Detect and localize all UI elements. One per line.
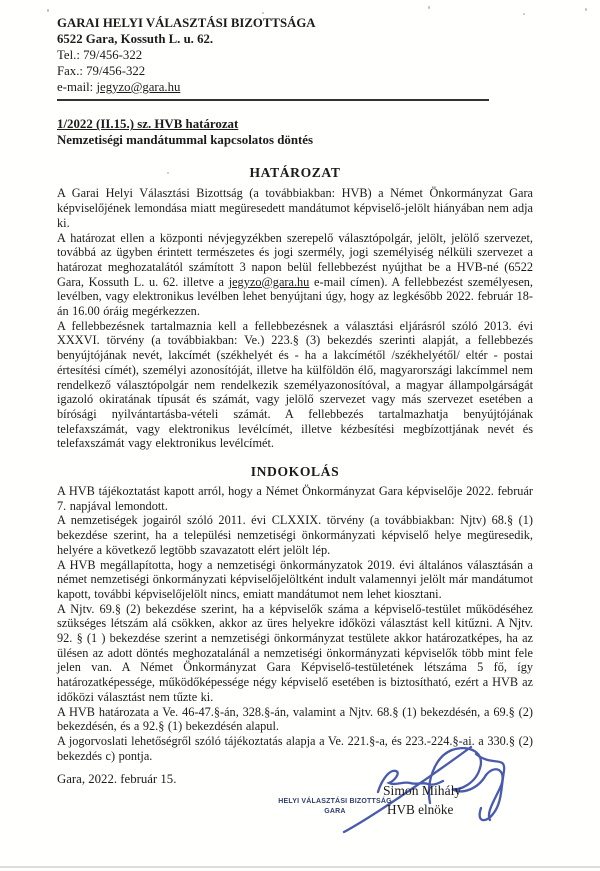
email-link-inline[interactable]: jegyzo@gara.hu (228, 274, 310, 289)
scan-speck (428, 6, 430, 9)
decision-paragraph-2-text-before: A határozat ellen a központi névjegyzékben szerepelő választópolgár, jelölt, jelölő szervezet, továbbá az ügyben érintett természetes és jogi szermély, jogi személyiség nélküli szervezet a határozat meghozatalától számított 3 napon belül fellebbezést nyújthat be a HVB-né (6522 Gara, Kossuth L. u. 62. illetve a (57, 230, 533, 289)
section-heading-indokolas: INDOKOLÁS (250, 464, 340, 480)
signer-title: HVB elnöke (387, 802, 454, 817)
scan-bottom-edge (0, 866, 600, 868)
stamp-line-1: HELYI VÁLASZTÁSI BIZOTTSÁG (278, 798, 392, 805)
org-phone: Tel.: 79/456-322 (57, 48, 143, 62)
reasoning-paragraph-2: A nemzetiségek jogairól szóló 2011. évi CLXXIX. törvény (a továbbiakban: Njtv) 68.§ (1) bekezdése szerint, ha a települési nemzetiségi önkormányzati képviselő helye megüresedik, helyére a következő legtöbb szavazatott elért jelölt lép. (57, 513, 533, 557)
reasoning-paragraph-4: A Njtv. 69.§ (2) bekezdése szerint, ha a képviselők száma a képviselő-testület működéséhez szükséges létszám alá csökken, akkor az üres helyekre időközi választást kell kitűzni. A Njtv. 92. § (1 ) bekezdése szerint a nemzetiségi önkormányzat testülete akkor határozatképes, ha az ülésen az adott döntés meghozatalánál a nemzetiségi önkormányzati képviselők több mint fele jelen van. A Német Önkormányzat Gara Képviselő-testületének létszáma 5 fő, így határozatképessége, működőképessége négy képviselő esetében is biztosítható, ezért a HVB az időközi választást nem tűzte ki. (57, 601, 533, 704)
org-fax: Fax.: 79/456-322 (57, 64, 146, 78)
reasoning-paragraph-6: A jogorvoslati lehetőségről szóló tájékoztatás alapja a Ve. 221.§-a, és 223.-224.§-ai. a 330.§ (2) bekezdés c) pontja. (57, 734, 533, 763)
reasoning-paragraph-1: A HVB tájékoztatást kapott arról, hogy a Német Önkormányzat Gara képviselője 2022. február 7. napjával lemondott. (57, 484, 533, 513)
reasoning-paragraph-5: A HVB határozata a Ve. 46-47.§-án, 328.§-án, valamint a Njtv. 68.§ (1) bekezdésén, a 69.§ (2) bekezdésén, és a 92.§ (1) bekezdésén alapul. (57, 704, 533, 734)
section-heading-hatarozat: HATÁROZAT (249, 165, 341, 181)
letterhead-rule (57, 99, 489, 101)
org-name: GARAI HELYI VÁLASZTÁSI BIZOTTSÁGA (57, 16, 316, 30)
title-block (57, 116, 533, 148)
scan-speck (262, 12, 264, 14)
decision-paragraph-2 (57, 231, 533, 319)
decision-paragraph-3: A fellebbezésnek tartalmaznia kell a fellebbezésnek a választási eljárásról szóló 2013. évi XXXVI. törvény (a továbbiakban: Ve.) 223.§ (3) bekezdés szerinti alapját, a fellebbezés benyújtójának nevét, lakcímét (székhelyét és - ha a lakcímétől /székhelyétől/ eltér - postai értesítési címét), személyi azonosítóját, illetve ha külföldön élő, magyarországi lakcímmel nem rendelkező választópolgár nem rendelkezik személyazonosítóval, a magyar állampolgárságát igazoló okiratának típusát és számát, vagy jelölő szervezet vagy más szervezet esetében a bírósági nyilvántartásba-vételi számát. A fellebbezés tartalmazhatja benyújtójának telefaxszámát, vagy elektronikus levélcímét, illetve kézbesítési megbízottjának nevét és telefaxszámát vagy elektronikus levélcímét. (57, 318, 533, 451)
decision-subject: Nemzetiségi mandátummal kapcsolatos döntés (57, 133, 314, 148)
committee-stamp (272, 797, 398, 816)
signer-name: Simon Mihály (383, 783, 462, 798)
org-address: 6522 Gara, Kossuth L. u. 62. (57, 32, 214, 46)
decision-paragraph-2-text-after: e-mail címen). A fellebbezést személyesen, levélben, vagy elektronikus levélben lehet benyújtani úgy, hogy az legkésőbb 2022. február 18-án 16.00 óráig megérkezzen. (57, 274, 533, 319)
scan-speck (585, 8, 587, 11)
scan-speck (47, 9, 49, 12)
stamp-line-2: GARA (324, 807, 346, 815)
letterhead (57, 0, 533, 95)
date-line: Gara, 2022. február 15. (57, 772, 177, 787)
org-email-row (57, 79, 533, 95)
decision-number: 1/2022 (II.15.) sz. HVB határozat (57, 117, 239, 132)
email-link[interactable]: jegyzo@gara.hu (96, 80, 181, 94)
scan-speck (523, 13, 525, 15)
scan-speck (167, 172, 169, 174)
reasoning-paragraph-3: A HVB megállapította, hogy a nemzetiségi önkormányzatok 2019. évi általános választásán a német nemzetiségi önkormányzati képviselőjelöltként indult valamennyi jelölt már mandátumot kapott, további képviselőjelölt nincs, emiatt mandátumot nem lehet kiosztani. (57, 557, 533, 601)
decision-paragraph-1: A Garai Helyi Választási Bizottság (a továbbiakban: HVB) a Német Önkormányzat Gara képviselőjének lemondása miatt megüresedett mandátumot képviselő-jelölt hiányában nem adja ki. (57, 186, 533, 230)
document-content (57, 0, 533, 787)
email-label: e-mail: (57, 80, 97, 94)
